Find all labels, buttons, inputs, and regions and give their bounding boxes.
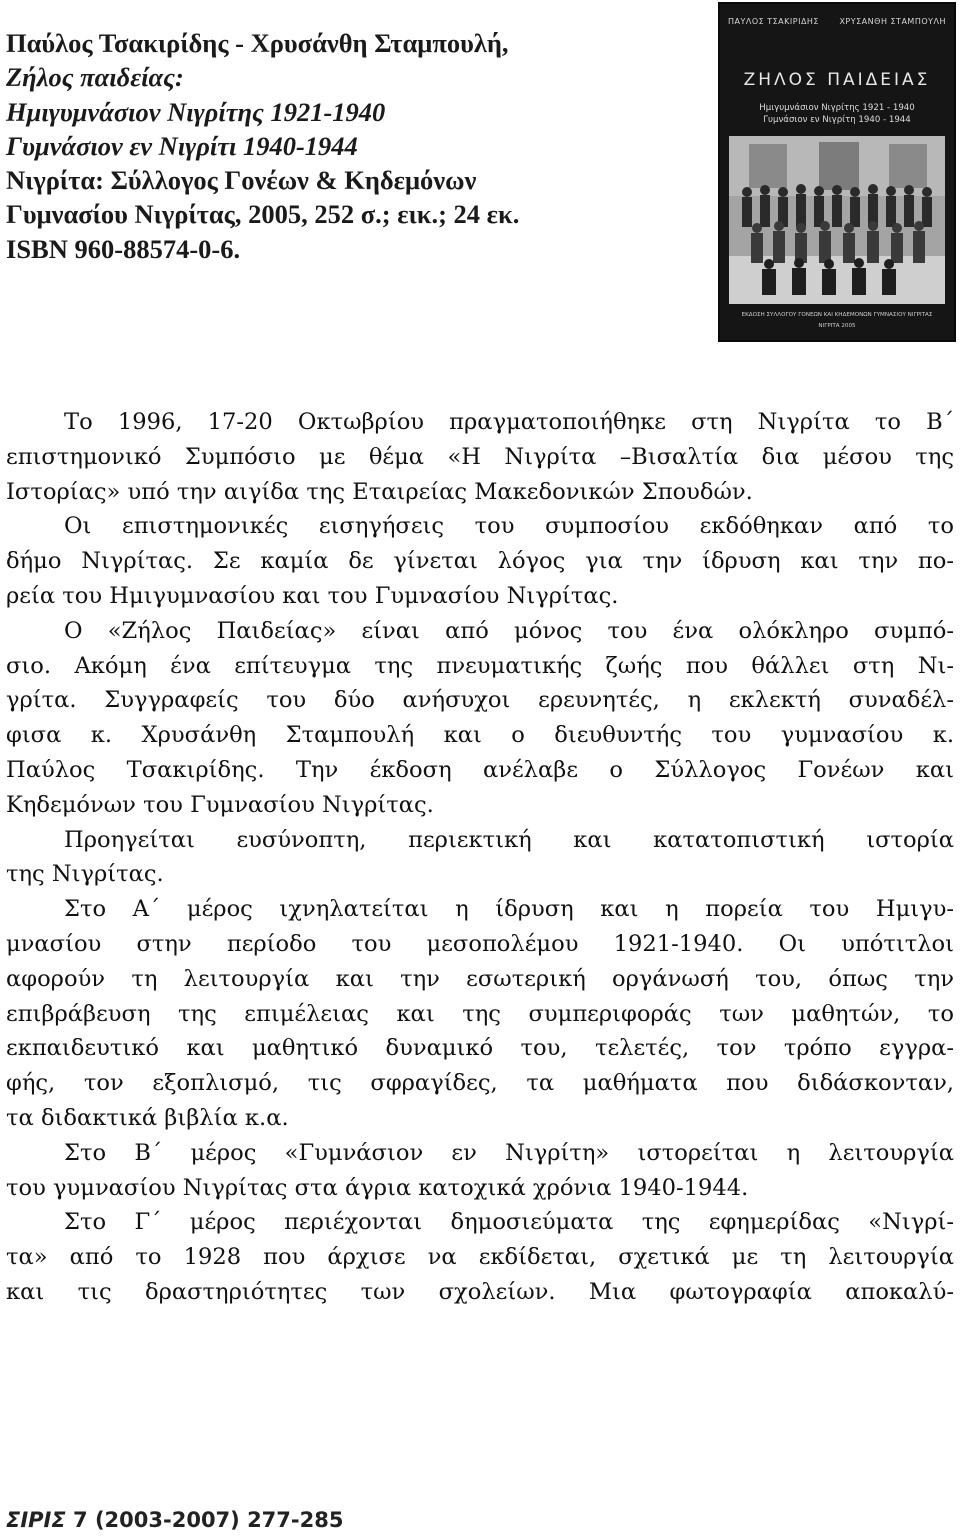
journal-name: ΣΙΡΙΣ (6, 1508, 66, 1532)
body-line: σιο. Ακόμη ένα επίτευγμα της πνευματικής ζωής που θάλλει στη Νι- (6, 652, 954, 679)
journal-issue: 7 (2003-2007) 277-285 (73, 1508, 344, 1532)
citation-title: Ζήλος παιδείας: (6, 62, 184, 93)
body-line: Κηδεμόνων του Γυμνασίου Νιγρίτας. (6, 791, 434, 818)
group-photo-illustration (729, 136, 945, 304)
body-line: δήμο Νιγρίτας. Σε καμία δε γίνεται λόγος για την ίδρυση και την πο- (6, 548, 954, 575)
body-line: επιστημονικό Συμπόσιο με θέμα «Η Νιγρίτα –Βισαλτία δια μέσου της (6, 443, 954, 470)
citation-subtitle-1: Ημιγυμνάσιον Νιγρίτης 1921-1940 (6, 96, 386, 127)
body-line: Ιστορίας» υπό την αιγίδα της Εταιρείας Μακεδονικών Σπουδών. (6, 478, 753, 505)
cover-authors (728, 17, 946, 26)
body-line: Στο Β΄ μέρος «Γυμνάσιον εν Νιγρίτη» ιστορείται η λειτουργία (64, 1139, 954, 1166)
cover-author-2: ΧΡΥΣΑΝΘΗ ΣΤΑΜΠΟΥΛΗ (839, 17, 946, 26)
body-line: φισα κ. Χρυσάνθη Σταμπουλή και ο διευθυντής του γυμνασίου κ. (6, 722, 954, 749)
body-line: του γυμνασίου Νιγρίτας στα άγρια κατοχικά χρόνια 1940-1944. (6, 1174, 749, 1201)
body-line: Προηγείται ευσύνοπτη, περιεκτική και κατατοπιστική ιστορία (64, 826, 954, 853)
body-line: τα» από το 1928 που άρχισε να εκδίδεται, σχετικά με τη λειτουργία (6, 1244, 954, 1271)
cover-subtitles (720, 102, 954, 126)
citation-subtitle-2: Γυμνάσιον εν Νιγρίτι 1940-1944 (6, 130, 358, 161)
body-line: επιβράβευση της επιμέλειας και της συμπεριφοράς των μαθητών, το (6, 1000, 954, 1027)
cover-footer-place: ΝΙΓΡΙΤΑ 2005 (818, 323, 856, 329)
citation-isbn: ISBN 960-88574-0-6. (6, 233, 241, 264)
body-line: εκπαιδευτικό και μαθητικό δυναμικό του, τελετές, τον τρόπο εγγρα- (6, 1035, 954, 1062)
body-line: Ο «Ζήλος Παιδείας» είναι από μόνος του ένα ολόκληρο συμπό- (64, 617, 954, 644)
body-line: αφορούν τη λειτουργία και την εσωτερική οργάνωσή του, όπως την (6, 965, 954, 992)
book-citation (6, 26, 696, 266)
cover-footer-publisher: ΕΚΔΟΣΗ ΣΥΛΛΟΓΟΥ ΓΟΝΕΩΝ ΚΑΙ ΚΗΔΕΜΟΝΩΝ ΓΥΜΝΑΣΙΟΥ ΝΙΓΡΙΤΑΣ (741, 312, 933, 318)
body-line: Στο Γ΄ μέρος περιέχονται δημοσιεύματα της εφημερίδας «Νιγρί- (64, 1209, 954, 1236)
cover-subtitle-1: Ημιγυμνάσιον Νιγρίτης 1921 - 1940 (759, 103, 915, 113)
journal-footer (6, 1508, 343, 1532)
citation-authors: Παύλος Τσακιρίδης - Χρυσάνθη Σταμπουλή, (6, 28, 509, 58)
body-line: φής, τον εξοπλισμό, τις σφραγίδες, τα μαθήματα που διδάσκονταν, (6, 1070, 954, 1097)
cover-title: ΖΗΛΟΣ ΠΑΙΔΕΙΑΣ (743, 70, 931, 90)
cover-group-photo (729, 136, 945, 304)
body-line: Το 1996, 17-20 Οκτωβρίου πραγματοποιήθηκε στη Νιγρίτα το Β΄ (64, 409, 954, 435)
review-body (6, 405, 954, 1310)
citation-details: Γυμνασίου Νιγρίτας, 2005, 252 σ.; εικ.; 24 εκ. (6, 199, 520, 230)
body-line: γρίτα. Συγγραφείς του δύο ανήσυχοι ερευνητές, η εκλεκτή συναδέλ- (6, 687, 954, 714)
cover-footer (720, 310, 954, 332)
citation-publisher: Νιγρίτα: Σύλλογος Γονέων & Κηδεμόνων (6, 165, 477, 196)
body-line: Στο Α΄ μέρος ιχνηλατείται η ίδρυση και η πορεία του Ημιγυ- (64, 896, 954, 923)
cover-subtitle-2: Γυμνάσιον εν Νιγρίτη 1940 - 1944 (763, 115, 911, 125)
body-line: και τις δραστηριότητες των σχολείων. Μια φωτογραφία αποκαλύ- (6, 1278, 954, 1305)
body-line: τα διδακτικά βιβλία κ.α. (6, 1104, 289, 1131)
body-line: ρεία του Ημιγυμνασίου και του Γυμνασίου Νιγρίτας. (6, 582, 619, 609)
body-line: Παύλος Τσακιρίδης. Την έκδοση ανέλαβε ο Σύλλογος Γονέων και (6, 756, 954, 783)
body-line: Οι επιστημονικές εισηγήσεις του συμποσίου εκδόθηκαν από το (64, 513, 954, 540)
body-line: της Νιγρίτας. (6, 861, 164, 888)
cover-author-1: ΠΑΥΛΟΣ ΤΣΑΚΙΡΙΔΗΣ (728, 17, 819, 26)
body-line: μνασίου στην περίοδο του μεσοπολέμου 1921-1940. Οι υπότιτλοι (6, 930, 954, 957)
book-cover-image (718, 2, 956, 342)
